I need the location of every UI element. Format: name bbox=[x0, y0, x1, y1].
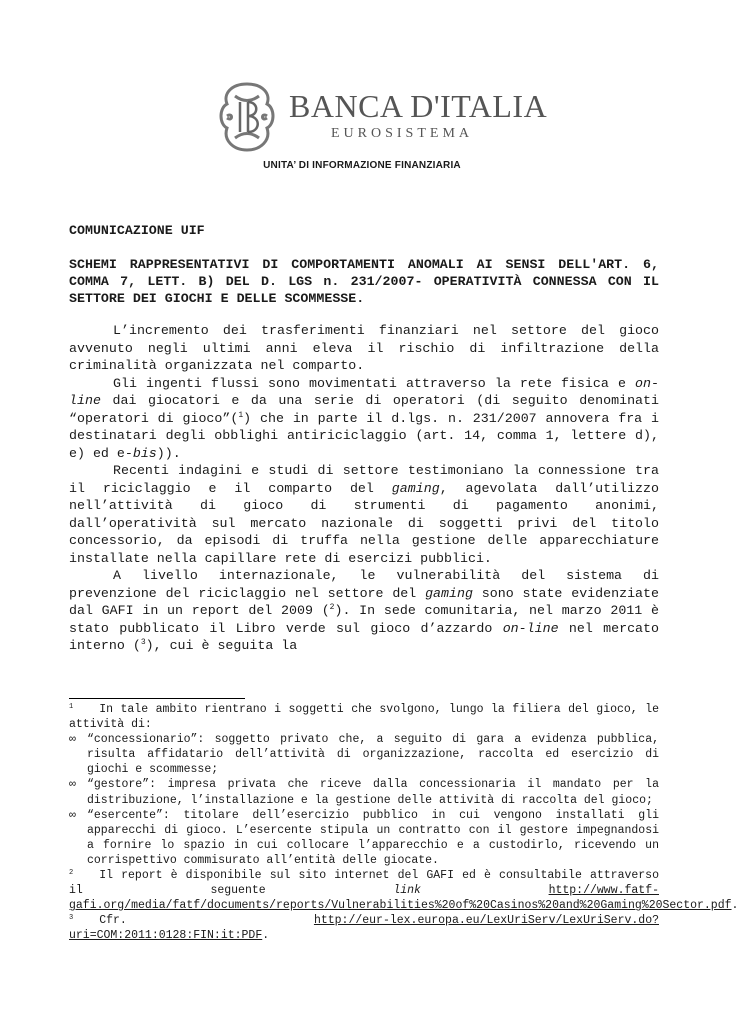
footnote-text: Cfr. bbox=[99, 914, 314, 928]
banca-italia-logo bbox=[213, 78, 548, 156]
unit-name: UNITA’ DI INFORMAZIONE FINANZIARIA bbox=[263, 160, 461, 171]
footnote-3 bbox=[69, 913, 659, 943]
text-run: , agevolata dall’utilizzo nell’attività di gioco di strumenti di pagamento anonimi, dall’operatività sul mercato nazionale di soggetti privi del titolo concessorio, da episodi di truffa nella gestione delle apparecchiature installate nella capillare rete di esercizi pubblici. bbox=[69, 480, 659, 566]
text-run: Gli ingenti flussi sono movimentati attraverso la rete fisica e bbox=[113, 375, 636, 391]
footnote-mark: 2 bbox=[69, 869, 74, 878]
footnote-1 bbox=[69, 702, 659, 732]
document-body bbox=[69, 322, 659, 655]
list-item-text: “concessionario”: soggetto privato che, a seguito di gara a evidenza pubblica, risulta affidatario dell’attività di organizzazione, raccolta ed esercizio di giochi e scommesse; bbox=[87, 733, 659, 777]
list-item bbox=[69, 808, 659, 868]
text-run-italic: bis bbox=[132, 445, 157, 461]
list-item-text: “esercente”: titolare dell’esercizio pubblico in cui vengono installati gli apparecchi di gioco. L’esercente stipula un contratto con il gestore impegnandosi a fornire lo spazio in cui collocare l’apparecchio e a custodirlo, ricevendo un corrispettivo commisurato all’entità delle giocate. bbox=[87, 808, 659, 867]
text-run: )). bbox=[156, 445, 181, 461]
footnote-mark: 1 bbox=[69, 703, 74, 711]
text-run: A livello internazionale, le vulnerabilità del sistema di prevenzione del riciclaggio nel settore del bbox=[69, 568, 659, 601]
footnote-text: Il report è disponibile sul sito internet del GAFI ed è consultabile attraverso il seguente bbox=[69, 869, 659, 898]
paragraph-3 bbox=[69, 462, 659, 567]
footnote-text-italic: link bbox=[393, 884, 421, 898]
footnote-ref-2[interactable]: 2 bbox=[329, 603, 335, 612]
text-run-italic: on-line bbox=[69, 375, 659, 408]
text-run: ), cui è seguita la bbox=[145, 638, 298, 653]
infinity-bullet-icon: ∞ bbox=[69, 733, 76, 747]
footnote-ref-1[interactable]: 1 bbox=[238, 410, 244, 420]
footnote-ref-3[interactable]: 3 bbox=[140, 638, 146, 647]
footnote-text: In tale ambito rientrano i soggetti che svolgono, lungo la filiera del gioco, le attività di: bbox=[69, 703, 659, 732]
text-run: sono state evidenziate dal GAFI in un report del 2009 ( bbox=[69, 585, 659, 618]
document-title: COMUNICAZIONE UIF bbox=[69, 223, 205, 238]
logo-subtitle: EUROSISTEMA bbox=[331, 126, 474, 141]
text-run: Recenti indagini e studi di settore testimoniano la connessione tra il riciclaggio e il comparto del bbox=[69, 463, 659, 496]
text-run: dai giocatori e da una serie di operatori (di seguito denominati “operatori di gioco”( bbox=[69, 393, 659, 426]
text-run: nel mercato interno ( bbox=[69, 620, 659, 653]
eur-lex-link[interactable]: http://eur-lex.europa.eu/LexUriServ/LexUriServ.do?uri=COM:2011:0128:FIN:it:PDF bbox=[69, 914, 659, 943]
text-run-italic: gaming bbox=[425, 585, 473, 601]
footnote-text: . bbox=[731, 899, 738, 913]
banca-italia-emblem-icon bbox=[213, 78, 281, 156]
text-run: ) che in parte il d.lgs. n. 231/2007 annovera fra i destinatari degli obblighi antiriciclaggio (art. 14, comma 1, lettere d), e) ed e- bbox=[69, 410, 660, 461]
logo-name: BANCA D'ITALIA bbox=[289, 88, 548, 124]
list-item bbox=[69, 777, 659, 807]
paragraph-2 bbox=[69, 375, 659, 463]
paragraph-4 bbox=[69, 567, 659, 655]
list-item bbox=[69, 732, 659, 777]
footnote-separator bbox=[69, 698, 245, 699]
document-subtitle: SCHEMI RAPPRESENTATIVI DI COMPORTAMENTI ANOMALI AI SENSI DELL'ART. 6, COMMA 7, LETT. B) DEL D. LGS n. 231/2007- OPERATIVITÀ CONNESSA CON IL SETTORE DEI GIOCHI E DELLE SCOMMESSE. bbox=[69, 257, 659, 306]
gafi-report-link[interactable]: http://www.fatf-gafi.org/media/fatf/documents/reports/Vulnerabilities%20of%20Casinos%20and%20Gaming%20Sector.pdf bbox=[69, 884, 732, 913]
text-run-italic: gaming bbox=[391, 480, 440, 496]
list-item-text: “gestore”: impresa privata che riceve dalla concessionaria il mandato per la distribuzione, l’installazione e la gestione delle attività di raccolta del gioco; bbox=[87, 778, 659, 807]
footnote-mark: 3 bbox=[69, 914, 74, 923]
infinity-bullet-icon: ∞ bbox=[69, 778, 76, 792]
infinity-bullet-icon: ∞ bbox=[69, 808, 76, 822]
footnote-text: . bbox=[262, 929, 270, 943]
footnotes bbox=[69, 702, 738, 944]
paragraph-1: L’incremento dei trasferimenti finanziari nel settore del gioco avvenuto negli ultimi anni eleva il rischio di infiltrazione della criminalità organizzata nel comparto. bbox=[69, 323, 659, 373]
footnote-1-list bbox=[69, 732, 659, 868]
footnote-2 bbox=[69, 868, 738, 913]
text-run-italic: on-line bbox=[502, 620, 559, 636]
text-run: ). In sede comunitaria, nel marzo 2011 è stato pubblicato il Libro verde sul gioco d’azzardo bbox=[69, 603, 659, 636]
